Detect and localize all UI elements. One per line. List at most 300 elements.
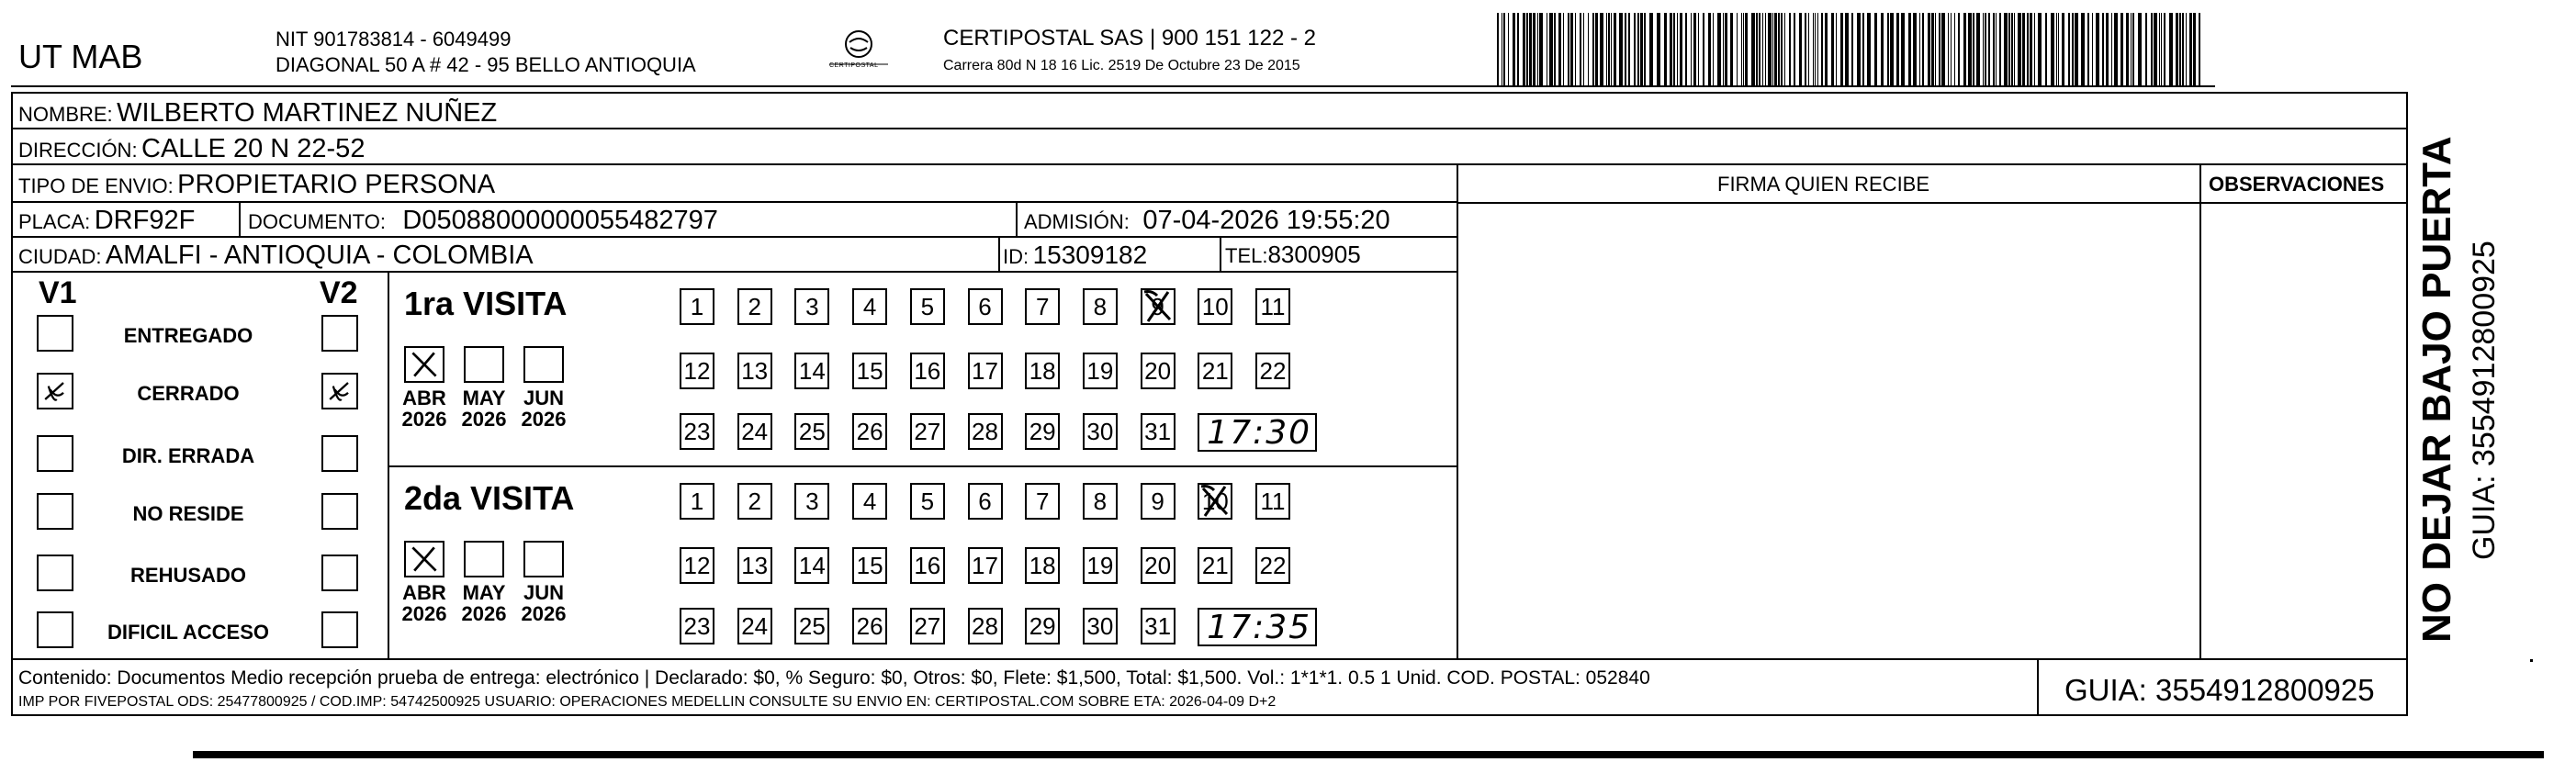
barcode-bar — [1611, 13, 1612, 86]
barcode-bar — [1628, 13, 1630, 86]
day-box[interactable]: 23 — [680, 413, 714, 450]
day-box[interactable]: 8 — [1083, 288, 1118, 325]
barcode-bar — [1513, 13, 1515, 86]
company-name: UT MAB — [18, 38, 143, 75]
barcode-bar — [1958, 13, 1960, 86]
day-box[interactable]: 2 — [737, 288, 772, 325]
barcode-bar — [1575, 13, 1576, 86]
barcode-bar — [2189, 13, 2192, 86]
col-line — [2199, 163, 2201, 659]
day-box[interactable]: 15 — [852, 353, 887, 389]
day-box[interactable]: 3 — [794, 483, 829, 520]
barcode-bar — [1743, 13, 1744, 86]
day-box[interactable]: 17 — [968, 353, 1003, 389]
company-address: DIAGONAL 50 A # 42 - 95 BELLO ANTIOQUIA — [276, 53, 696, 76]
barcode — [1497, 13, 2204, 88]
day-box[interactable]: 13 — [737, 547, 772, 584]
barcode-bar — [1708, 13, 1711, 86]
barcode-bar — [2092, 13, 2093, 86]
barcode-bar — [1862, 13, 1864, 86]
tel-field — [1225, 242, 1361, 266]
barcode-bar — [2087, 13, 2089, 86]
barcode-bar — [1558, 13, 1561, 86]
logo-text: CERTIPOSTAL — [829, 62, 879, 69]
barcode-bar — [1725, 13, 1727, 86]
barcode-bar — [1768, 13, 1772, 86]
day-box[interactable]: 7 — [1025, 483, 1060, 520]
tel-value: 8300905 — [1267, 241, 1361, 268]
barcode-bar — [1637, 13, 1639, 86]
id-field — [1003, 242, 1147, 268]
day-box[interactable]: 10 — [1198, 483, 1232, 520]
month-name: JUN — [523, 387, 564, 409]
day-box[interactable]: 18 — [1025, 547, 1060, 584]
barcode-bar — [1608, 13, 1610, 86]
barcode-bar — [1634, 13, 1636, 86]
tipo-envio-field — [18, 172, 495, 198]
barcode-bar — [2114, 13, 2118, 86]
ciudad-field — [18, 242, 534, 269]
admision-field — [1024, 207, 1390, 234]
barcode-bar — [1805, 13, 1806, 86]
barcode-bar — [1857, 13, 1861, 86]
v1-label: V1 — [39, 275, 77, 310]
month-name: MAY — [462, 581, 506, 604]
direccion-value: CALLE 20 N 22-52 — [141, 134, 366, 163]
day-box[interactable]: 31 — [1141, 413, 1176, 450]
nombre-value: WILBERTO MARTINEZ NUÑEZ — [117, 98, 498, 128]
barcode-bar — [1808, 13, 1809, 86]
month-label — [456, 387, 512, 430]
barcode-bar — [2199, 13, 2200, 86]
month-checkbox[interactable] — [464, 541, 504, 577]
status-label: CERRADO — [137, 382, 240, 405]
day-box[interactable]: 25 — [794, 413, 829, 450]
day-box[interactable]: 1 — [680, 288, 714, 325]
barcode-bar — [2169, 13, 2173, 86]
barcode-bar — [1568, 13, 1569, 86]
day-box[interactable]: 14 — [794, 547, 829, 584]
barcode-bar — [1784, 13, 1785, 86]
side-guia: GUIA: 3554912800925 — [2467, 241, 2502, 560]
barcode-bar — [1713, 13, 1714, 86]
admision-value: 07-04-2026 19:55:20 — [1142, 206, 1390, 235]
day-box[interactable]: 26 — [852, 413, 887, 450]
barcode-bar — [1774, 13, 1777, 86]
barcode-bar — [1896, 13, 1899, 86]
day-box[interactable]: 30 — [1083, 413, 1118, 450]
day-box[interactable]: 11 — [1255, 288, 1290, 325]
barcode-bar — [1517, 13, 1519, 86]
barcode-bar — [1988, 13, 1990, 86]
barcode-bar — [2008, 13, 2010, 86]
month-label — [397, 582, 452, 624]
admision-label: ADMISIÓN: — [1024, 210, 1130, 233]
barcode-bar — [1730, 13, 1733, 86]
day-box[interactable]: 13 — [737, 353, 772, 389]
barcode-bar — [1657, 13, 1660, 86]
col-line — [1016, 201, 1018, 236]
barcode-bar — [1928, 13, 1930, 86]
day-box[interactable]: 21 — [1198, 353, 1232, 389]
day-box[interactable]: 3 — [794, 288, 829, 325]
barcode-bar — [2096, 13, 2099, 86]
month-year: 2026 — [401, 408, 447, 431]
barcode-bar — [2154, 13, 2157, 86]
barcode-bar — [2179, 13, 2181, 86]
barcode-bar — [1851, 13, 1853, 86]
firma-label: FIRMA QUIEN RECIBE — [1717, 173, 1930, 196]
barcode-bar — [2131, 13, 2132, 86]
day-box[interactable]: 24 — [737, 608, 772, 644]
v2-checkbox[interactable] — [321, 555, 358, 591]
barcode-bar — [2056, 13, 2057, 86]
v2-checkbox[interactable] — [321, 611, 358, 648]
day-box[interactable]: 5 — [910, 288, 945, 325]
barcode-bar — [1677, 13, 1678, 86]
company-nit: NIT 901783814 - 6049499 — [276, 28, 512, 50]
month-label — [397, 387, 452, 430]
barcode-bar — [2018, 13, 2021, 86]
barcode-bar — [1691, 13, 1692, 86]
row-line — [11, 128, 2408, 129]
barcode-bar — [1497, 13, 1499, 86]
row-line — [11, 271, 1457, 273]
day-box[interactable]: 15 — [852, 547, 887, 584]
barcode-bar — [1759, 13, 1760, 86]
month-label — [456, 582, 512, 624]
day-box[interactable]: 23 — [680, 608, 714, 644]
day-box[interactable]: 28 — [968, 608, 1003, 644]
barcode-bar — [2014, 13, 2015, 86]
month-checkbox[interactable] — [523, 541, 564, 577]
barcode-bar — [2106, 13, 2109, 86]
v2-checkbox[interactable] — [321, 493, 358, 530]
carrier-license: Carrera 80d N 18 16 Lic. 2519 De Octubre 23 De 2015 — [943, 58, 1300, 73]
id-value: 15309182 — [1032, 241, 1148, 269]
day-box[interactable]: 21 — [1198, 547, 1232, 584]
header-rule — [11, 85, 2215, 87]
visit-divider — [388, 465, 1457, 467]
barcode-bar — [2051, 13, 2054, 86]
day-box[interactable]: 14 — [794, 353, 829, 389]
barcode-bar — [2045, 13, 2047, 86]
day-box[interactable]: 12 — [680, 547, 714, 584]
day-box[interactable]: 16 — [910, 353, 945, 389]
barcode-bar — [2102, 13, 2104, 86]
status-label: DIFICIL ACCESO — [107, 621, 269, 644]
barcode-bar — [2132, 13, 2134, 86]
day-box[interactable]: 19 — [1083, 353, 1118, 389]
placa-value: DRF92F — [94, 206, 196, 235]
barcode-bar — [2126, 13, 2129, 86]
barcode-bar — [1554, 13, 1556, 86]
barcode-bar — [1985, 13, 1986, 86]
barcode-bar — [1625, 13, 1626, 86]
barcode-bar — [1881, 13, 1884, 86]
tipo-envio-value: PROPIETARIO PERSONA — [177, 170, 496, 199]
col-line — [1220, 236, 1221, 271]
barcode-bar — [1935, 13, 1936, 86]
bottom-rule — [193, 751, 2544, 758]
barcode-bar — [1680, 13, 1682, 86]
day-mark — [1196, 481, 1234, 521]
barcode-bar — [2034, 13, 2035, 86]
ciudad-label: CIUDAD: — [18, 245, 102, 268]
barcode-bar — [1741, 13, 1742, 86]
barcode-bar — [1563, 13, 1564, 86]
time-box[interactable] — [1198, 608, 1317, 646]
day-box[interactable]: 30 — [1083, 608, 1118, 644]
barcode-bar — [1723, 13, 1724, 86]
day-mark — [1139, 286, 1177, 327]
barcode-bar — [2120, 13, 2123, 86]
barcode-bar — [2068, 13, 2070, 86]
barcode-bar — [1817, 13, 1818, 86]
direccion-field — [18, 136, 365, 162]
day-box[interactable]: 6 — [968, 288, 1003, 325]
barcode-bar — [1698, 13, 1699, 86]
barcode-bar — [1813, 13, 1814, 86]
barcode-bar — [1508, 13, 1509, 86]
placa-label: PLACA: — [18, 210, 91, 233]
day-box[interactable]: 12 — [680, 353, 714, 389]
barcode-bar — [1778, 13, 1780, 86]
day-box[interactable]: 27 — [910, 608, 945, 644]
barcode-bar — [1644, 13, 1646, 86]
day-box[interactable]: 6 — [968, 483, 1003, 520]
day-box[interactable]: 22 — [1255, 353, 1290, 389]
day-box[interactable]: 20 — [1141, 353, 1176, 389]
barcode-bar — [1529, 13, 1532, 86]
barcode-bar — [2072, 13, 2074, 86]
day-box[interactable]: 8 — [1083, 483, 1118, 520]
month-checkbox[interactable] — [404, 541, 444, 577]
visit-title: 2da VISITA — [404, 479, 575, 517]
day-box[interactable]: 9 — [1141, 483, 1176, 520]
barcode-bar — [2111, 13, 2112, 86]
barcode-bar — [1580, 13, 1581, 86]
day-box[interactable]: 7 — [1025, 288, 1060, 325]
day-box[interactable]: 25 — [794, 608, 829, 644]
barcode-bar — [1533, 13, 1535, 86]
barcode-bar — [1951, 13, 1952, 86]
footer-guia: GUIA: 3554912800925 — [2064, 673, 2375, 707]
v2-checkbox[interactable] — [321, 435, 358, 472]
day-box[interactable]: 11 — [1255, 483, 1290, 520]
barcode-bar — [1840, 13, 1843, 86]
barcode-bar — [1999, 13, 2001, 86]
barcode-bar — [2151, 13, 2153, 86]
col-line — [2037, 658, 2039, 716]
barcode-bar — [1794, 13, 1795, 86]
barcode-bar — [1693, 13, 1696, 86]
barcode-bar — [1913, 13, 1917, 86]
day-box[interactable]: 16 — [910, 547, 945, 584]
barcode-bar — [1595, 13, 1598, 86]
barcode-bar — [1649, 13, 1653, 86]
v2-checkbox[interactable] — [321, 315, 358, 352]
barcode-bar — [2062, 13, 2064, 86]
status-label: REHUSADO — [130, 564, 246, 587]
month-year: 2026 — [461, 408, 507, 431]
day-box[interactable]: 18 — [1025, 353, 1060, 389]
tel-label: TEL: — [1225, 244, 1268, 267]
row-line — [11, 163, 2408, 165]
row-line — [11, 658, 2408, 660]
day-box[interactable]: 5 — [910, 483, 945, 520]
barcode-bar — [1762, 13, 1763, 86]
month-name: MAY — [462, 387, 506, 409]
barcode-bar — [1503, 13, 1505, 86]
month-label — [516, 582, 571, 624]
barcode-bar — [1588, 13, 1589, 86]
barcode-bar — [1996, 13, 1997, 86]
barcode-bar — [1939, 13, 1940, 86]
barcode-bar — [2193, 13, 2196, 86]
visit-time: 17:35 — [1207, 609, 1312, 646]
documento-field — [248, 207, 718, 234]
barcode-bar — [1745, 13, 1748, 86]
barcode-bar — [1549, 13, 1553, 86]
barcode-bar — [2164, 13, 2165, 86]
month-checkbox[interactable] — [404, 346, 444, 383]
barcode-bar — [2182, 13, 2184, 86]
month-year: 2026 — [521, 602, 567, 626]
barcode-bar — [1836, 13, 1837, 86]
col-line — [998, 236, 1000, 271]
documento-label: DOCUMENTO: — [248, 210, 386, 233]
certipostal-logo — [822, 28, 895, 78]
barcode-bar — [1772, 13, 1773, 86]
observaciones-label: OBSERVACIONES — [2209, 173, 2385, 196]
day-box[interactable]: 31 — [1141, 608, 1176, 644]
status-label: DIR. ERRADA — [121, 444, 255, 467]
barcode-bar — [1963, 13, 1966, 86]
barcode-bar — [1539, 13, 1543, 86]
day-box[interactable]: 22 — [1255, 547, 1290, 584]
barcode-bar — [1954, 13, 1955, 86]
month-name: ABR — [402, 387, 446, 409]
status-label: ENTREGADO — [123, 324, 253, 347]
barcode-bar — [1737, 13, 1738, 86]
barcode-bar — [1640, 13, 1643, 86]
day-box[interactable]: 4 — [852, 483, 887, 520]
footer-imp: IMP POR FIVEPOSTAL ODS: 25477800925 / COD.IMP: 54742500925 USUARIO: OPERACIONES MEDELLIN CONSULTE SU ENVIO EN: CERTIPOSTAL.COM SOBRE ETA: 2026-04-09 D+2 — [18, 694, 1277, 710]
barcode-bar — [2027, 13, 2029, 86]
barcode-bar — [1815, 13, 1816, 86]
day-box[interactable]: 19 — [1083, 547, 1118, 584]
day-box[interactable]: 29 — [1025, 413, 1060, 450]
barcode-bar — [1606, 13, 1607, 86]
status-label: NO RESIDE — [132, 502, 244, 525]
barcode-bar — [1908, 13, 1911, 86]
time-box[interactable] — [1198, 413, 1317, 452]
barcode-bar — [1703, 13, 1704, 86]
barcode-bar — [2038, 13, 2042, 86]
month-checkbox[interactable] — [523, 346, 564, 383]
month-label — [516, 387, 571, 430]
tipo-envio-label: TIPO DE ENVIO: — [18, 174, 174, 197]
barcode-bar — [1931, 13, 1934, 86]
barcode-bar — [1583, 13, 1584, 86]
barcode-bar — [1825, 13, 1828, 86]
barcode-bar — [1537, 13, 1538, 86]
month-year: 2026 — [401, 602, 447, 626]
barcode-bar — [1614, 13, 1616, 86]
barcode-bar — [1890, 13, 1894, 86]
barcode-bar — [2075, 13, 2078, 86]
month-checkbox[interactable] — [464, 346, 504, 383]
barcode-bar — [1867, 13, 1871, 86]
barcode-bar — [2004, 13, 2008, 86]
v2-label: V2 — [320, 275, 358, 310]
col-line — [388, 271, 389, 658]
month-year: 2026 — [461, 602, 507, 626]
visit-title: 1ra VISITA — [404, 285, 568, 322]
barcode-bar — [1756, 13, 1758, 86]
day-box[interactable]: 20 — [1141, 547, 1176, 584]
nombre-label: NOMBRE: — [18, 103, 113, 126]
barcode-bar — [1922, 13, 1924, 86]
barcode-bar — [1600, 13, 1603, 86]
barcode-bar — [1919, 13, 1920, 86]
day-box[interactable]: 28 — [968, 413, 1003, 450]
barcode-bar — [2058, 13, 2059, 86]
barcode-bar — [1673, 13, 1675, 86]
barcode-bar — [1874, 13, 1877, 86]
day-box[interactable]: 24 — [737, 413, 772, 450]
barcode-bar — [2161, 13, 2162, 86]
barcode-bar — [1821, 13, 1823, 86]
barcode-bar — [1685, 13, 1687, 86]
barcode-bar — [2022, 13, 2025, 86]
barcode-bar — [2159, 13, 2160, 86]
day-box[interactable]: 26 — [852, 608, 887, 644]
barcode-bar — [1799, 13, 1802, 86]
day-box[interactable]: 10 — [1198, 288, 1232, 325]
barcode-bar — [1592, 13, 1594, 86]
barcode-bar — [2145, 13, 2147, 86]
month-year: 2026 — [521, 408, 567, 431]
barcode-bar — [1968, 13, 1972, 86]
barcode-bar — [1973, 13, 1974, 86]
barcode-bar — [1781, 13, 1783, 86]
visit-time: 17:30 — [1207, 414, 1312, 452]
v2-checkbox[interactable] — [321, 373, 358, 409]
day-box[interactable]: 4 — [852, 288, 887, 325]
barcode-bar — [1670, 13, 1672, 86]
placa-field — [18, 207, 195, 234]
day-box[interactable]: 27 — [910, 413, 945, 450]
day-box[interactable]: 9 — [1141, 288, 1176, 325]
barcode-bar — [2030, 13, 2032, 86]
day-box[interactable]: 1 — [680, 483, 714, 520]
barcode-bar — [1901, 13, 1905, 86]
day-box[interactable]: 17 — [968, 547, 1003, 584]
barcode-bar — [1948, 13, 1949, 86]
documento-value: D05088000000055482797 — [402, 206, 718, 235]
col-line — [239, 201, 241, 236]
day-box[interactable]: 29 — [1025, 608, 1060, 644]
day-box[interactable]: 2 — [737, 483, 772, 520]
scan-dot — [2530, 659, 2533, 662]
barcode-bar — [1831, 13, 1834, 86]
row-line — [1457, 202, 2408, 204]
barcode-bar — [1751, 13, 1755, 86]
barcode-bar — [1983, 13, 1984, 86]
barcode-bar — [2138, 13, 2142, 86]
